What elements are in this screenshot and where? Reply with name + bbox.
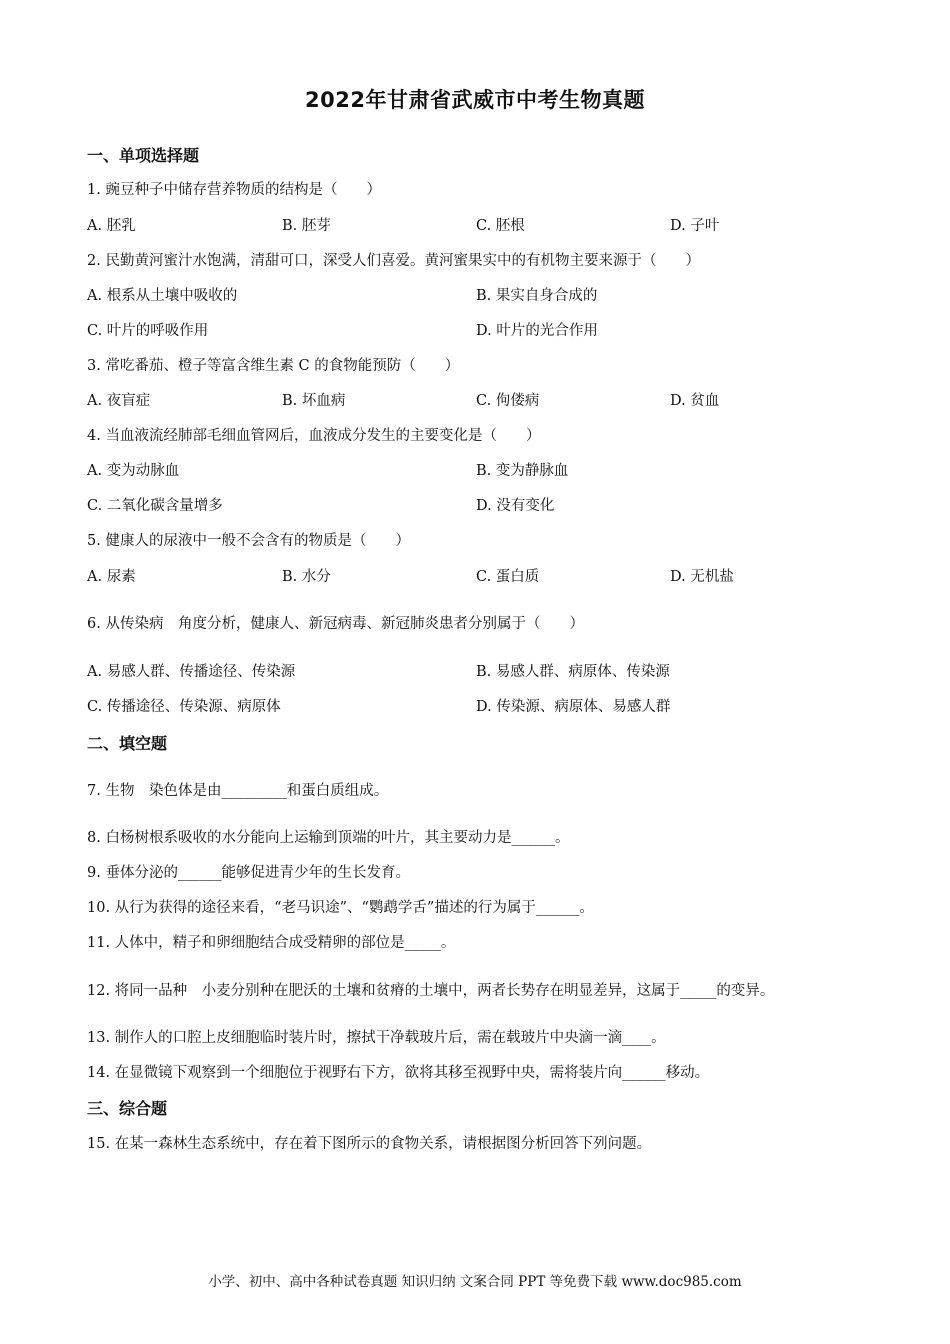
question-5-stem: 5. 健康人的尿液中一般不会含有的物质是（ ） [87, 533, 410, 549]
question-4-stem: 4. 当血液流经肺部毛细血管网后，血液成分发生的主要变化是（ ） [87, 428, 541, 444]
question-5-option-c: C. 蛋白质 [476, 569, 540, 585]
question-4-option-c: C. 二氧化碳含量增多 [87, 498, 223, 514]
question-3-option-c: C. 佝偻病 [476, 393, 540, 409]
fill-question-14: 14. 在显微镜下观察到一个细胞位于视野右下方，欲将其移至视野中央，需将装片向______移动。 [87, 1065, 710, 1081]
fill-question-11: 11. 人体中，精子和卵细胞结合成受精卵的部位是_____。 [87, 935, 456, 951]
question-2-option-b: B. 果实自身合成的 [476, 288, 598, 304]
section-heading-comprehensive: 三、综合题 [87, 1099, 168, 1118]
page-title: 2022年甘肃省武威市中考生物真题 [305, 88, 645, 112]
fill-question-7: 7. 生物 染色体是由_________和蛋白质组成。 [87, 783, 389, 799]
question-2-stem: 2. 民勤黄河蜜汁水饱满，清甜可口，深受人们喜爱。黄河蜜果实中的有机物主要来源于（ ） [87, 253, 700, 269]
question-1-option-c: C. 胚根 [476, 218, 525, 234]
question-3-option-d: D. 贫血 [670, 393, 720, 409]
question-4-option-a: A. 变为动脉血 [87, 463, 180, 479]
question-6-stem: 6. 从传染病 角度分析，健康人、新冠病毒、新冠肺炎患者分别属于（ ） [87, 616, 584, 632]
question-5-option-d: D. 无机盐 [670, 569, 734, 585]
fill-question-9: 9. 垂体分泌的______能够促进青少年的生长发育。 [87, 865, 410, 881]
question-1-option-b: B. 胚芽 [282, 218, 331, 234]
question-6-option-c: C. 传播途径、传染源、病原体 [87, 699, 281, 715]
question-3-option-a: A. 夜盲症 [87, 393, 151, 409]
fill-question-13: 13. 制作人的口腔上皮细胞临时装片时，擦拭干净载玻片后，需在载玻片中央滴一滴____。 [87, 1030, 666, 1046]
question-3-option-b: B. 坏血病 [282, 393, 346, 409]
section-heading-fill-in: 二、填空题 [87, 734, 168, 753]
section-heading-single-choice: 一、单项选择题 [87, 146, 200, 165]
question-6-option-b: B. 易感人群、病原体、传染源 [476, 664, 670, 680]
question-3-stem: 3. 常吃番茄、橙子等富含维生素 C 的食物能预防（ ） [87, 358, 460, 374]
comprehensive-question-15: 15. 在某一森林生态系统中，存在着下图所示的食物关系，请根据图分析回答下列问题。 [87, 1136, 652, 1152]
question-4-option-b: B. 变为静脉血 [476, 463, 569, 479]
question-5-option-a: A. 尿素 [87, 569, 136, 585]
page-footer: 小学、初中、高中各种试卷真题 知识归纳 文案合同 PPT 等免费下载 www.doc985.com [208, 1274, 742, 1290]
fill-question-8: 8. 白杨树根系吸收的水分能向上运输到顶端的叶片，其主要动力是______。 [87, 830, 570, 846]
question-1-option-a: A. 胚乳 [87, 218, 136, 234]
question-1-option-d: D. 子叶 [670, 218, 720, 234]
question-2-option-c: C. 叶片的呼吸作用 [87, 323, 209, 339]
fill-question-12: 12. 将同一品种 小麦分别种在肥沃的土壤和贫瘠的土壤中，两者长势存在明显差异，这属于_____的变异。 [87, 983, 775, 999]
question-5-option-b: B. 水分 [282, 569, 331, 585]
fill-question-10: 10. 从行为获得的途径来看，“老马识途”、“鹦鹉学舌”描述的行为属于______。 [87, 900, 594, 916]
question-6-option-d: D. 传染源、病原体、易感人群 [476, 699, 671, 715]
question-1-stem: 1. 豌豆种子中储存营养物质的结构是（ ） [87, 182, 381, 198]
question-6-option-a: A. 易感人群、传播途径、传染源 [87, 664, 296, 680]
question-2-option-d: D. 叶片的光合作用 [476, 323, 598, 339]
question-2-option-a: A. 根系从土壤中吸收的 [87, 288, 238, 304]
question-4-option-d: D. 没有变化 [476, 498, 555, 514]
